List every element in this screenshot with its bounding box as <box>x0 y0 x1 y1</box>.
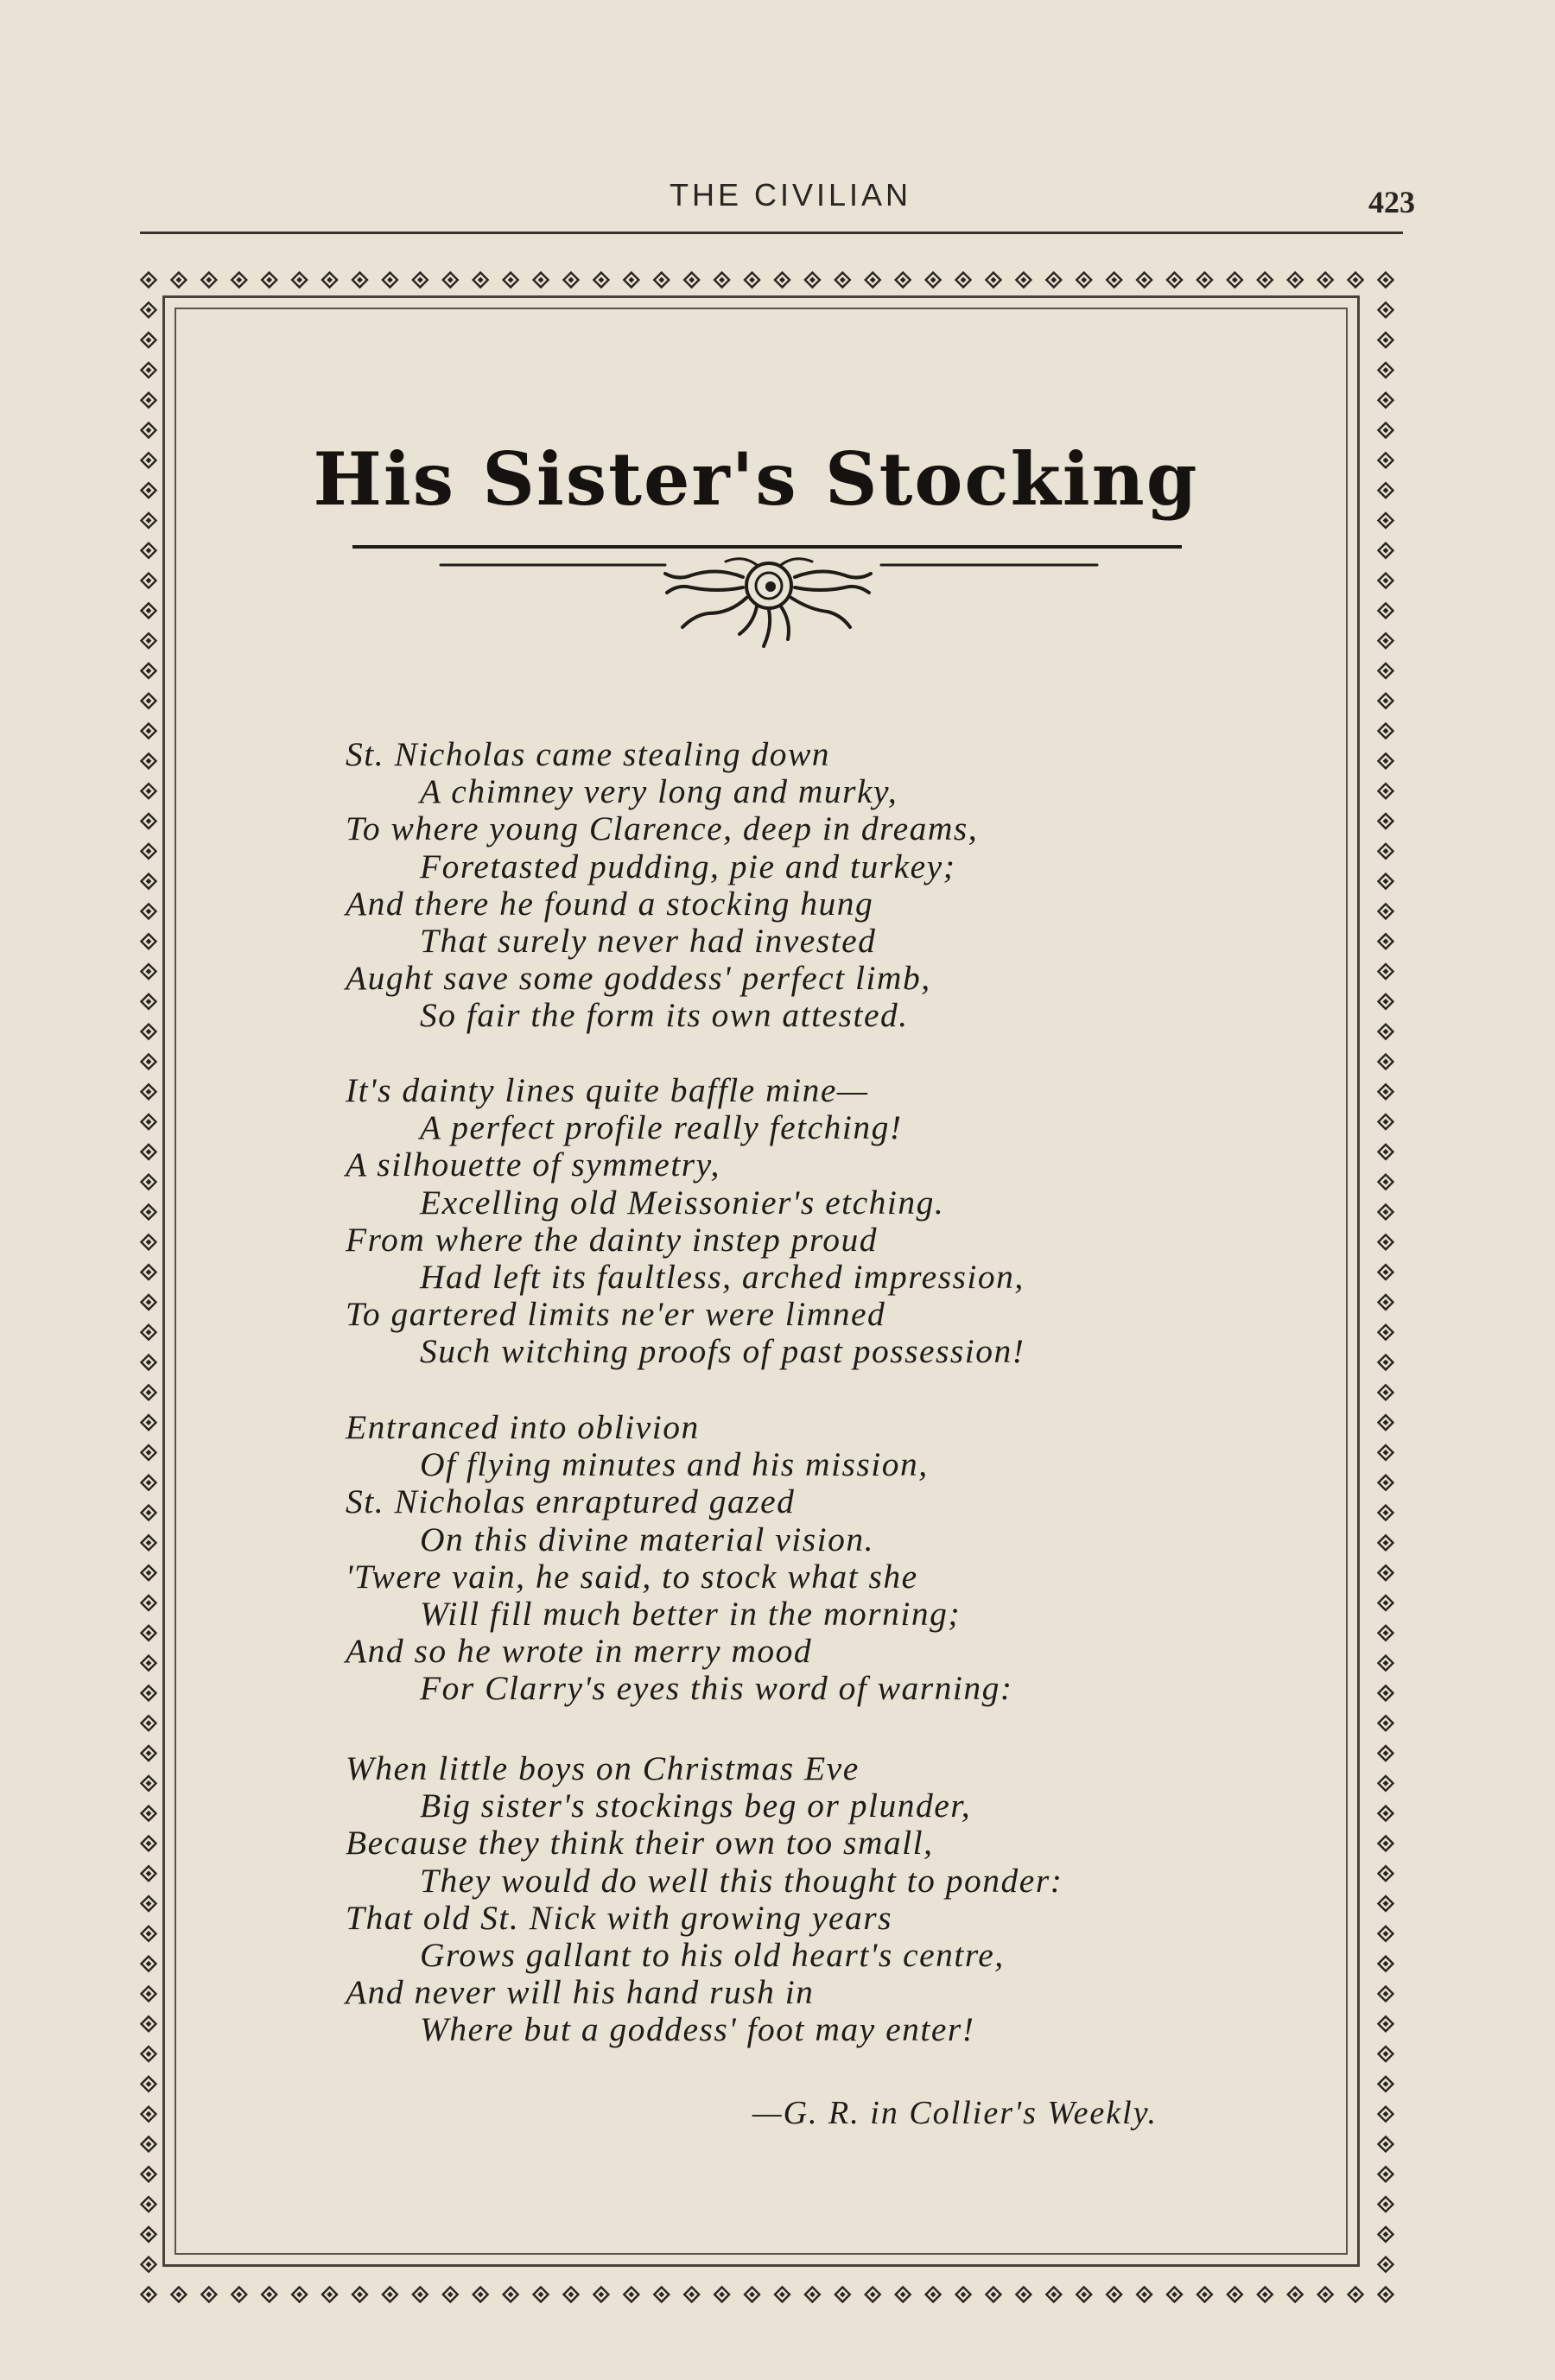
border-diamond-icon <box>142 904 156 918</box>
border-diamond-icon <box>142 2197 156 2212</box>
border-diamond-icon <box>413 2288 428 2302</box>
border-diamond-icon <box>142 1445 156 1460</box>
border-diamond-icon <box>142 1385 156 1399</box>
border-diamond-icon <box>142 724 156 739</box>
border-diamond-icon <box>142 753 156 768</box>
border-diamond-icon <box>1379 1265 1393 1279</box>
poem-line: Foretasted pudding, pie and turkey; <box>420 847 956 885</box>
border-diamond-icon <box>142 2227 156 2242</box>
border-diamond-icon <box>654 273 669 288</box>
border-diamond-icon <box>1016 2288 1031 2302</box>
border-diamond-icon <box>142 2107 156 2122</box>
stanza-4 <box>346 1750 1296 2049</box>
border-diamond-icon <box>1379 2288 1393 2302</box>
border-diamond-icon <box>1379 1445 1393 1460</box>
border-diamond-icon <box>624 273 638 288</box>
border-diamond-icon <box>896 2288 911 2302</box>
border-diamond-icon <box>142 1054 156 1069</box>
poem-line: St. Nicholas enraptured gazed <box>346 1482 796 1521</box>
border-diamond-icon <box>866 273 880 288</box>
border-diamond-icon <box>1318 2288 1333 2302</box>
border-diamond-icon <box>142 2047 156 2061</box>
border-diamond-icon <box>1379 1896 1393 1911</box>
border-diamond-icon <box>142 543 156 558</box>
border-diamond-icon <box>1076 273 1091 288</box>
poem-line: Grows gallant to his old heart's centre, <box>420 1935 1005 1974</box>
border-diamond-icon <box>1379 1204 1393 1219</box>
border-diamond-icon <box>142 1565 156 1580</box>
border-diamond-icon <box>142 1415 156 1430</box>
border-diamond-icon <box>986 2288 1000 2302</box>
poem-line: Entranced into oblivion <box>346 1408 700 1446</box>
poem-line: And never will his hand rush in <box>346 1973 815 2012</box>
border-diamond-icon <box>714 273 729 288</box>
stanza-1 <box>346 736 1296 1035</box>
border-diamond-icon <box>1379 784 1393 798</box>
title-rule <box>352 545 1182 549</box>
border-diamond-icon <box>142 1476 156 1490</box>
poem-line: Such witching proofs of past possession! <box>420 1332 1025 1371</box>
border-diamond-icon <box>443 273 458 288</box>
border-diamond-icon <box>142 1716 156 1730</box>
border-diamond-icon <box>142 1656 156 1671</box>
border-diamond-icon <box>142 1325 156 1340</box>
border-diamond-icon <box>142 1926 156 1941</box>
border-diamond-icon <box>292 2288 307 2302</box>
border-diamond-icon <box>352 2288 367 2302</box>
border-diamond-icon <box>1379 2136 1393 2151</box>
poem-line: To where young Clarence, deep in dreams, <box>346 809 979 848</box>
border-diamond-icon <box>1379 724 1393 739</box>
border-diamond-icon <box>1379 663 1393 678</box>
border-diamond-icon <box>1379 2227 1393 2242</box>
border-diamond-icon <box>142 453 156 467</box>
border-diamond-icon <box>593 2288 608 2302</box>
border-diamond-icon <box>142 1084 156 1099</box>
border-diamond-icon <box>775 273 790 288</box>
border-diamond-icon <box>1379 363 1393 378</box>
border-diamond-icon <box>1379 1145 1393 1159</box>
border-diamond-icon <box>1258 2288 1273 2302</box>
poem-title: His Sister's Stocking <box>313 436 1199 522</box>
border-diamond-icon <box>534 2288 549 2302</box>
poem-line: That old St. Nick with growing years <box>346 1898 892 1937</box>
border-diamond-icon <box>1379 1385 1393 1399</box>
border-diamond-icon <box>473 2288 488 2302</box>
border-diamond-icon <box>142 1626 156 1641</box>
border-diamond-icon <box>1379 2077 1393 2091</box>
border-diamond-icon <box>1258 273 1273 288</box>
border-diamond-icon <box>1379 1084 1393 1099</box>
poem-line: St. Nicholas came stealing down <box>346 735 831 773</box>
border-diamond-icon <box>654 2288 669 2302</box>
stanza-2 <box>346 1072 1296 1371</box>
border-diamond-icon <box>896 273 911 288</box>
border-diamond-icon <box>142 603 156 618</box>
border-diamond-icon <box>684 273 699 288</box>
border-diamond-icon <box>563 2288 578 2302</box>
border-diamond-icon <box>1379 994 1393 1009</box>
border-diamond-icon <box>1137 2288 1152 2302</box>
border-diamond-icon <box>1046 273 1061 288</box>
poem-line: A chimney very long and murky, <box>420 772 898 811</box>
border-diamond-icon <box>1379 1565 1393 1580</box>
border-diamond-icon <box>504 2288 518 2302</box>
poem-line: Aught save some goddess' perfect limb, <box>346 959 931 998</box>
border-diamond-icon <box>322 273 337 288</box>
border-diamond-icon <box>956 273 971 288</box>
border-diamond-icon <box>1379 2257 1393 2272</box>
border-diamond-icon <box>142 814 156 828</box>
border-diamond-icon <box>142 633 156 648</box>
poem-line: They would do well this thought to ponder: <box>420 1861 1063 1900</box>
border-diamond-icon <box>142 994 156 1009</box>
border-diamond-icon <box>1288 2288 1303 2302</box>
border-diamond-icon <box>926 273 941 288</box>
border-diamond-icon <box>1379 2047 1393 2061</box>
sun-ornament-icon <box>432 549 1106 653</box>
border-diamond-icon <box>1379 633 1393 648</box>
border-diamond-icon <box>1379 1656 1393 1671</box>
border-diamond-icon <box>142 1204 156 1219</box>
border-diamond-icon <box>1379 1025 1393 1039</box>
border-diamond-icon <box>1379 273 1393 288</box>
border-diamond-icon <box>142 333 156 347</box>
border-diamond-icon <box>1379 1506 1393 1520</box>
page-number: 423 <box>1368 185 1415 219</box>
border-diamond-icon <box>1379 2016 1393 2031</box>
border-diamond-icon <box>1379 1746 1393 1761</box>
border-diamond-icon <box>1379 483 1393 498</box>
border-diamond-icon <box>1197 273 1212 288</box>
poem-line: 'Twere vain, he said, to stock what she <box>346 1557 918 1596</box>
poem-line: Had left its faultless, arched impression, <box>420 1257 1025 1296</box>
border-diamond-icon <box>1137 273 1152 288</box>
poem-line: That surely never had invested <box>420 921 877 960</box>
border-diamond-icon <box>142 423 156 438</box>
border-diamond-icon <box>142 273 156 288</box>
border-diamond-icon <box>232 2288 246 2302</box>
border-diamond-icon <box>926 2288 941 2302</box>
border-diamond-icon <box>142 844 156 859</box>
border-diamond-icon <box>1379 1295 1393 1310</box>
border-diamond-icon <box>1379 1114 1393 1129</box>
border-diamond-icon <box>1379 1175 1393 1190</box>
border-diamond-icon <box>262 2288 276 2302</box>
poem-line: From where the dainty instep proud <box>346 1220 878 1259</box>
poem-line: Will fill much better in the morning; <box>420 1594 961 1633</box>
border-diamond-icon <box>142 2257 156 2272</box>
poem-line: Excelling old Meissonier's etching. <box>420 1183 945 1222</box>
border-diamond-icon <box>142 2077 156 2091</box>
poem-line: When little boys on Christmas Eve <box>346 1749 860 1787</box>
border-diamond-icon <box>1379 393 1393 408</box>
border-diamond-icon <box>1349 273 1363 288</box>
poem-line: A silhouette of symmetry, <box>346 1146 720 1184</box>
border-diamond-icon <box>142 2016 156 2031</box>
poem-line: It's dainty lines quite baffle mine— <box>346 1071 869 1109</box>
border-diamond-icon <box>805 273 820 288</box>
border-diamond-icon <box>383 2288 397 2302</box>
border-diamond-icon <box>443 2288 458 2302</box>
border-diamond-icon <box>745 273 759 288</box>
border-diamond-icon <box>1167 2288 1182 2302</box>
poem-line: For Clarry's eyes this word of warning: <box>420 1669 1013 1708</box>
border-diamond-icon <box>1379 753 1393 768</box>
border-diamond-icon <box>142 1596 156 1610</box>
border-diamond-icon <box>262 273 276 288</box>
poem-line: And there he found a stocking hung <box>346 884 874 923</box>
poem-line: Because they think their own too small, <box>346 1824 934 1863</box>
border-diamond-icon <box>142 1295 156 1310</box>
border-diamond-icon <box>563 273 578 288</box>
border-diamond-icon <box>835 2288 850 2302</box>
border-diamond-icon <box>413 273 428 288</box>
border-diamond-icon <box>1349 2288 1363 2302</box>
border-diamond-icon <box>383 273 397 288</box>
head-rule <box>140 232 1403 234</box>
border-diamond-icon <box>1379 1716 1393 1730</box>
border-diamond-icon <box>593 273 608 288</box>
border-diamond-icon <box>1379 1054 1393 1069</box>
border-diamond-icon <box>1379 574 1393 588</box>
border-diamond-icon <box>142 1896 156 1911</box>
poem-line: A perfect profile really fetching! <box>420 1108 903 1147</box>
border-diamond-icon <box>142 363 156 378</box>
border-diamond-icon <box>504 273 518 288</box>
border-diamond-icon <box>1379 1355 1393 1370</box>
border-diamond-icon <box>956 2288 971 2302</box>
border-diamond-icon <box>1318 273 1333 288</box>
border-diamond-icon <box>322 2288 337 2302</box>
border-diamond-icon <box>171 273 186 288</box>
border-diamond-icon <box>142 1866 156 1881</box>
poem-line: So fair the form its own attested. <box>420 996 909 1035</box>
border-diamond-icon <box>745 2288 759 2302</box>
border-diamond-icon <box>1379 904 1393 918</box>
border-diamond-icon <box>1379 302 1393 317</box>
border-diamond-icon <box>1379 2167 1393 2181</box>
border-diamond-icon <box>142 574 156 588</box>
border-diamond-icon <box>1379 1836 1393 1850</box>
poem-line: On this divine material vision. <box>420 1520 874 1558</box>
border-diamond-icon <box>142 1114 156 1129</box>
border-diamond-icon <box>1107 273 1121 288</box>
border-diamond-icon <box>1379 513 1393 528</box>
border-diamond-icon <box>142 1506 156 1520</box>
border-diamond-icon <box>142 694 156 708</box>
border-diamond-icon <box>142 302 156 317</box>
border-diamond-icon <box>1379 1776 1393 1791</box>
border-diamond-icon <box>201 273 216 288</box>
border-diamond-icon <box>1167 273 1182 288</box>
border-diamond-icon <box>142 513 156 528</box>
border-diamond-icon <box>1379 1685 1393 1700</box>
border-diamond-icon <box>835 273 850 288</box>
border-diamond-icon <box>1379 1476 1393 1490</box>
stanza-3 <box>346 1409 1296 1708</box>
border-diamond-icon <box>142 1234 156 1249</box>
border-diamond-icon <box>1379 694 1393 708</box>
border-diamond-icon <box>142 1685 156 1700</box>
border-diamond-icon <box>1379 874 1393 889</box>
border-diamond-icon <box>142 2288 156 2302</box>
running-head <box>0 177 1555 220</box>
border-diamond-icon <box>292 273 307 288</box>
border-diamond-icon <box>714 2288 729 2302</box>
border-diamond-icon <box>1379 1626 1393 1641</box>
border-diamond-icon <box>1228 2288 1242 2302</box>
border-diamond-icon <box>142 784 156 798</box>
border-diamond-icon <box>1379 1866 1393 1881</box>
border-diamond-icon <box>1379 844 1393 859</box>
border-diamond-icon <box>473 273 488 288</box>
border-diamond-icon <box>1288 273 1303 288</box>
border-diamond-icon <box>232 273 246 288</box>
border-diamond-icon <box>171 2288 186 2302</box>
border-diamond-icon <box>534 273 549 288</box>
border-diamond-icon <box>684 2288 699 2302</box>
border-diamond-icon <box>142 1175 156 1190</box>
border-diamond-icon <box>1107 2288 1121 2302</box>
border-diamond-icon <box>1379 2197 1393 2212</box>
border-diamond-icon <box>1228 273 1242 288</box>
border-diamond-icon <box>1379 603 1393 618</box>
border-diamond-icon <box>1379 1986 1393 2001</box>
border-diamond-icon <box>1379 1415 1393 1430</box>
running-title: THE CIVILIAN <box>669 177 912 213</box>
border-diamond-icon <box>1379 333 1393 347</box>
border-diamond-icon <box>1379 2107 1393 2122</box>
border-diamond-icon <box>142 2136 156 2151</box>
border-diamond-icon <box>1379 1926 1393 1941</box>
poem-line: And so he wrote in merry mood <box>346 1632 813 1671</box>
border-diamond-icon <box>142 1986 156 2001</box>
border-diamond-icon <box>1379 1596 1393 1610</box>
border-diamond-icon <box>142 1145 156 1159</box>
border-diamond-icon <box>1076 2288 1091 2302</box>
border-diamond-icon <box>142 1535 156 1550</box>
border-diamond-icon <box>201 2288 216 2302</box>
border-diamond-icon <box>142 1776 156 1791</box>
border-diamond-icon <box>142 483 156 498</box>
border-diamond-icon <box>142 1025 156 1039</box>
border-diamond-icon <box>1379 1535 1393 1550</box>
border-diamond-icon <box>1379 1325 1393 1340</box>
border-diamond-icon <box>775 2288 790 2302</box>
poem-line: Big sister's stockings beg or plunder, <box>420 1787 972 1825</box>
border-diamond-icon <box>1379 1234 1393 1249</box>
border-diamond-icon <box>142 2167 156 2181</box>
poem-line: Of flying minutes and his mission, <box>420 1445 929 1484</box>
border-diamond-icon <box>142 663 156 678</box>
border-diamond-icon <box>1046 2288 1061 2302</box>
border-diamond-icon <box>142 1265 156 1279</box>
border-diamond-icon <box>352 273 367 288</box>
border-diamond-icon <box>142 1355 156 1370</box>
border-diamond-icon <box>142 874 156 889</box>
border-diamond-icon <box>805 2288 820 2302</box>
border-diamond-icon <box>142 393 156 408</box>
border-diamond-icon <box>1016 273 1031 288</box>
poem-line: To gartered limits ne'er were limned <box>346 1295 886 1334</box>
border-diamond-icon <box>1379 1957 1393 1971</box>
border-diamond-icon <box>142 1746 156 1761</box>
border-diamond-icon <box>986 273 1000 288</box>
border-diamond-icon <box>142 1806 156 1821</box>
border-diamond-icon <box>1379 453 1393 467</box>
attribution: —G. R. in Collier's Weekly. <box>752 2095 1158 2131</box>
border-diamond-icon <box>1379 423 1393 438</box>
border-diamond-icon <box>142 1836 156 1850</box>
border-diamond-icon <box>1379 1806 1393 1821</box>
border-diamond-icon <box>1197 2288 1212 2302</box>
border-diamond-icon <box>1379 934 1393 949</box>
border-diamond-icon <box>624 2288 638 2302</box>
poem-line: Where but a goddess' foot may enter! <box>420 2010 975 2049</box>
border-diamond-icon <box>1379 964 1393 979</box>
border-diamond-icon <box>142 964 156 979</box>
border-diamond-icon <box>866 2288 880 2302</box>
border-diamond-icon <box>142 934 156 949</box>
border-diamond-icon <box>1379 543 1393 558</box>
border-diamond-icon <box>1379 814 1393 828</box>
border-diamond-icon <box>142 1957 156 1971</box>
